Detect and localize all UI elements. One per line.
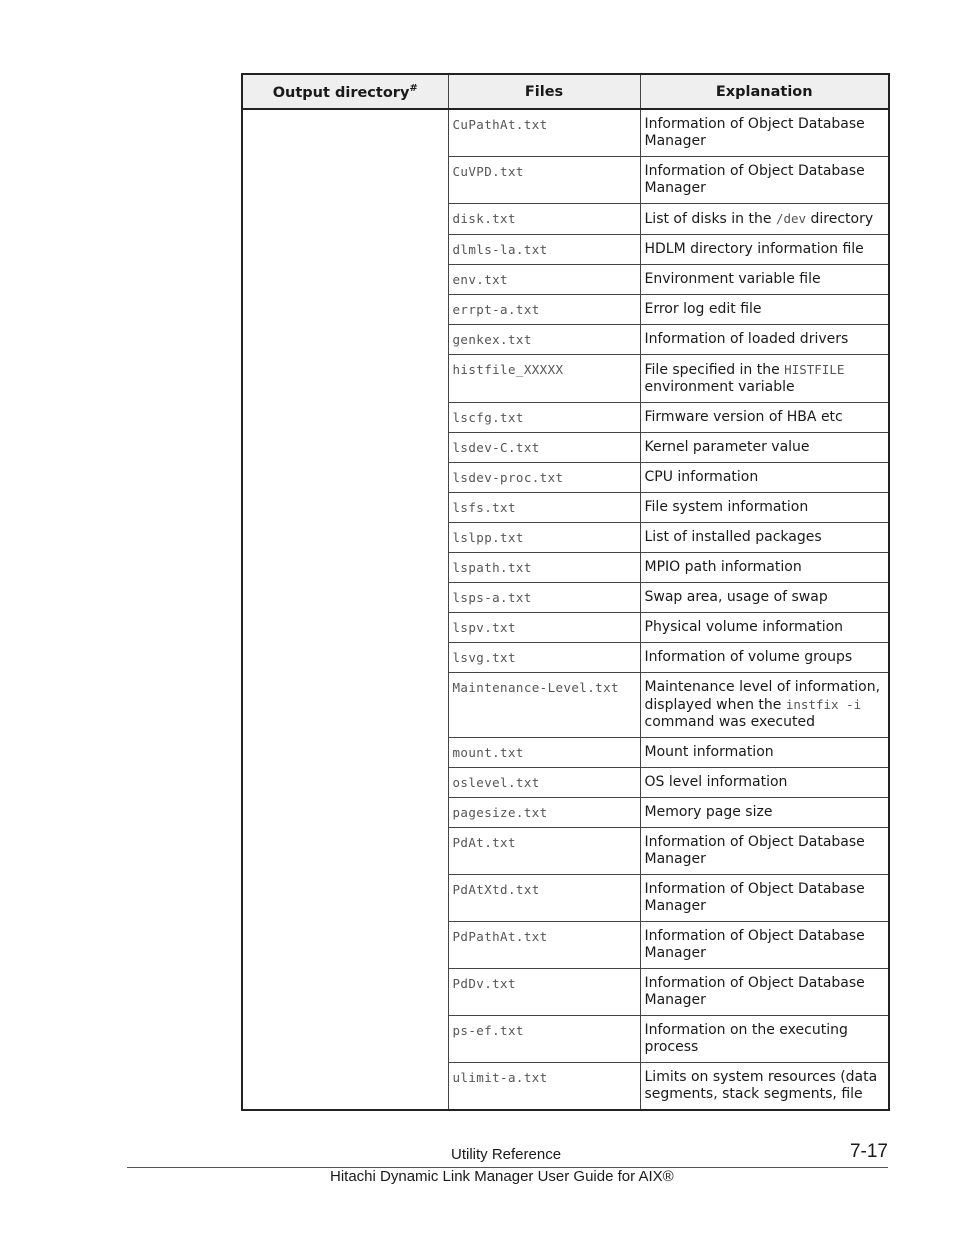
footer-guide-title: Hitachi Dynamic Link Manager User Guide for AIX® xyxy=(330,1168,674,1185)
explanation-cell xyxy=(640,355,889,403)
explanation-cell xyxy=(640,875,889,922)
explanation-text: Information of Object Database Manager xyxy=(644,163,865,196)
explanation-text: Kernel parameter value xyxy=(644,439,810,455)
explanation-text: HDLM directory information file xyxy=(644,241,864,257)
explanation-text: Environment variable file xyxy=(644,271,821,287)
explanation-cell xyxy=(640,463,889,493)
explanation-text: File system information xyxy=(644,499,809,515)
explanation-cell xyxy=(640,738,889,768)
inline-code: HISTFILE xyxy=(784,362,845,377)
file-name-cell: lsdev-C.txt xyxy=(448,433,640,463)
explanation-cell xyxy=(640,768,889,798)
file-name-cell: lsps-a.txt xyxy=(448,583,640,613)
explanation-text: directory xyxy=(806,211,874,227)
file-name-cell: dlmls-la.txt xyxy=(448,235,640,265)
file-name-cell: ps-ef.txt xyxy=(448,1016,640,1063)
file-name-cell: lspath.txt xyxy=(448,553,640,583)
output-directory-cell xyxy=(242,109,448,1110)
file-name-cell: pagesize.txt xyxy=(448,798,640,828)
footnote-mark: # xyxy=(409,82,418,94)
explanation-text: Swap area, usage of swap xyxy=(644,589,828,605)
explanation-cell xyxy=(640,493,889,523)
table-body xyxy=(242,109,889,1110)
file-name-cell: PdAtXtd.txt xyxy=(448,875,640,922)
explanation-text: Physical volume information xyxy=(644,619,844,635)
explanation-text: MPIO path information xyxy=(644,559,802,575)
explanation-cell xyxy=(640,295,889,325)
explanation-text: OS level information xyxy=(644,774,788,790)
explanation-text: Information of Object Database Manager xyxy=(644,881,865,914)
page-number: 7-17 xyxy=(849,1141,888,1162)
table-row xyxy=(242,109,889,157)
explanation-cell xyxy=(640,204,889,235)
explanation-cell xyxy=(640,235,889,265)
file-name-cell: Maintenance-Level.txt xyxy=(448,673,640,738)
file-name-cell: lspv.txt xyxy=(448,613,640,643)
explanation-cell xyxy=(640,922,889,969)
file-name-cell: env.txt xyxy=(448,265,640,295)
explanation-cell xyxy=(640,643,889,673)
file-name-cell: ulimit-a.txt xyxy=(448,1063,640,1111)
explanation-cell xyxy=(640,265,889,295)
header-explanation: Explanation xyxy=(640,74,889,109)
explanation-text: Information of Object Database Manager xyxy=(644,116,865,149)
inline-code: /dev xyxy=(775,211,807,226)
file-name-cell: lscfg.txt xyxy=(448,403,640,433)
file-name-cell: CuVPD.txt xyxy=(448,157,640,204)
explanation-text: Information of loaded drivers xyxy=(644,331,849,347)
explanation-text: CPU information xyxy=(644,469,759,485)
explanation-cell xyxy=(640,969,889,1016)
file-name-cell: lsfs.txt xyxy=(448,493,640,523)
explanation-text: command was executed xyxy=(644,714,815,730)
explanation-cell xyxy=(640,403,889,433)
explanation-text: environment variable xyxy=(644,379,795,395)
explanation-text: Information of volume groups xyxy=(644,649,853,665)
explanation-text: Maintenance level of information, displayed when the xyxy=(644,679,881,713)
explanation-text: Mount information xyxy=(644,744,774,760)
file-name-cell: PdAt.txt xyxy=(448,828,640,875)
header-files: Files xyxy=(448,74,640,109)
file-name-cell: oslevel.txt xyxy=(448,768,640,798)
file-name-cell: lsvg.txt xyxy=(448,643,640,673)
file-name-cell: lsdev-proc.txt xyxy=(448,463,640,493)
explanation-text: File specified in the xyxy=(644,362,785,378)
explanation-text: Error log edit file xyxy=(644,301,762,317)
table-header-row xyxy=(242,74,889,109)
explanation-cell xyxy=(640,798,889,828)
explanation-cell xyxy=(640,325,889,355)
explanation-text: Information of Object Database Manager xyxy=(644,834,865,867)
explanation-cell xyxy=(640,157,889,204)
file-name-cell: PdPathAt.txt xyxy=(448,922,640,969)
explanation-text: Information of Object Database Manager xyxy=(644,928,865,961)
file-name-cell: CuPathAt.txt xyxy=(448,109,640,157)
file-name-cell: histfile_XXXXX xyxy=(448,355,640,403)
file-name-cell: mount.txt xyxy=(448,738,640,768)
explanation-text: Firmware version of HBA etc xyxy=(644,409,843,425)
explanation-cell xyxy=(640,523,889,553)
footer-section-title: Utility Reference xyxy=(451,1146,562,1163)
explanation-text: Information on the executing process xyxy=(644,1022,848,1055)
output-files-table xyxy=(241,73,890,1111)
explanation-cell xyxy=(640,583,889,613)
file-name-cell: genkex.txt xyxy=(448,325,640,355)
file-name-cell: disk.txt xyxy=(448,204,640,235)
explanation-cell xyxy=(640,673,889,738)
explanation-cell xyxy=(640,553,889,583)
explanation-cell xyxy=(640,109,889,157)
header-output-directory xyxy=(242,74,448,109)
inline-code: instfix -i xyxy=(785,697,862,712)
explanation-text: Limits on system resources (data segments, stack segments, file xyxy=(644,1069,878,1102)
file-name-cell: PdDv.txt xyxy=(448,969,640,1016)
explanation-cell xyxy=(640,433,889,463)
header-output-directory-label: Output directory xyxy=(272,84,410,101)
explanation-text: List of disks in the xyxy=(644,211,776,227)
explanation-text: List of installed packages xyxy=(644,529,822,545)
explanation-cell xyxy=(640,1016,889,1063)
file-name-cell: lslpp.txt xyxy=(448,523,640,553)
explanation-text: Memory page size xyxy=(644,804,773,820)
explanation-text: Information of Object Database Manager xyxy=(644,975,865,1008)
explanation-cell xyxy=(640,1063,889,1111)
explanation-cell xyxy=(640,613,889,643)
explanation-cell xyxy=(640,828,889,875)
file-name-cell: errpt-a.txt xyxy=(448,295,640,325)
